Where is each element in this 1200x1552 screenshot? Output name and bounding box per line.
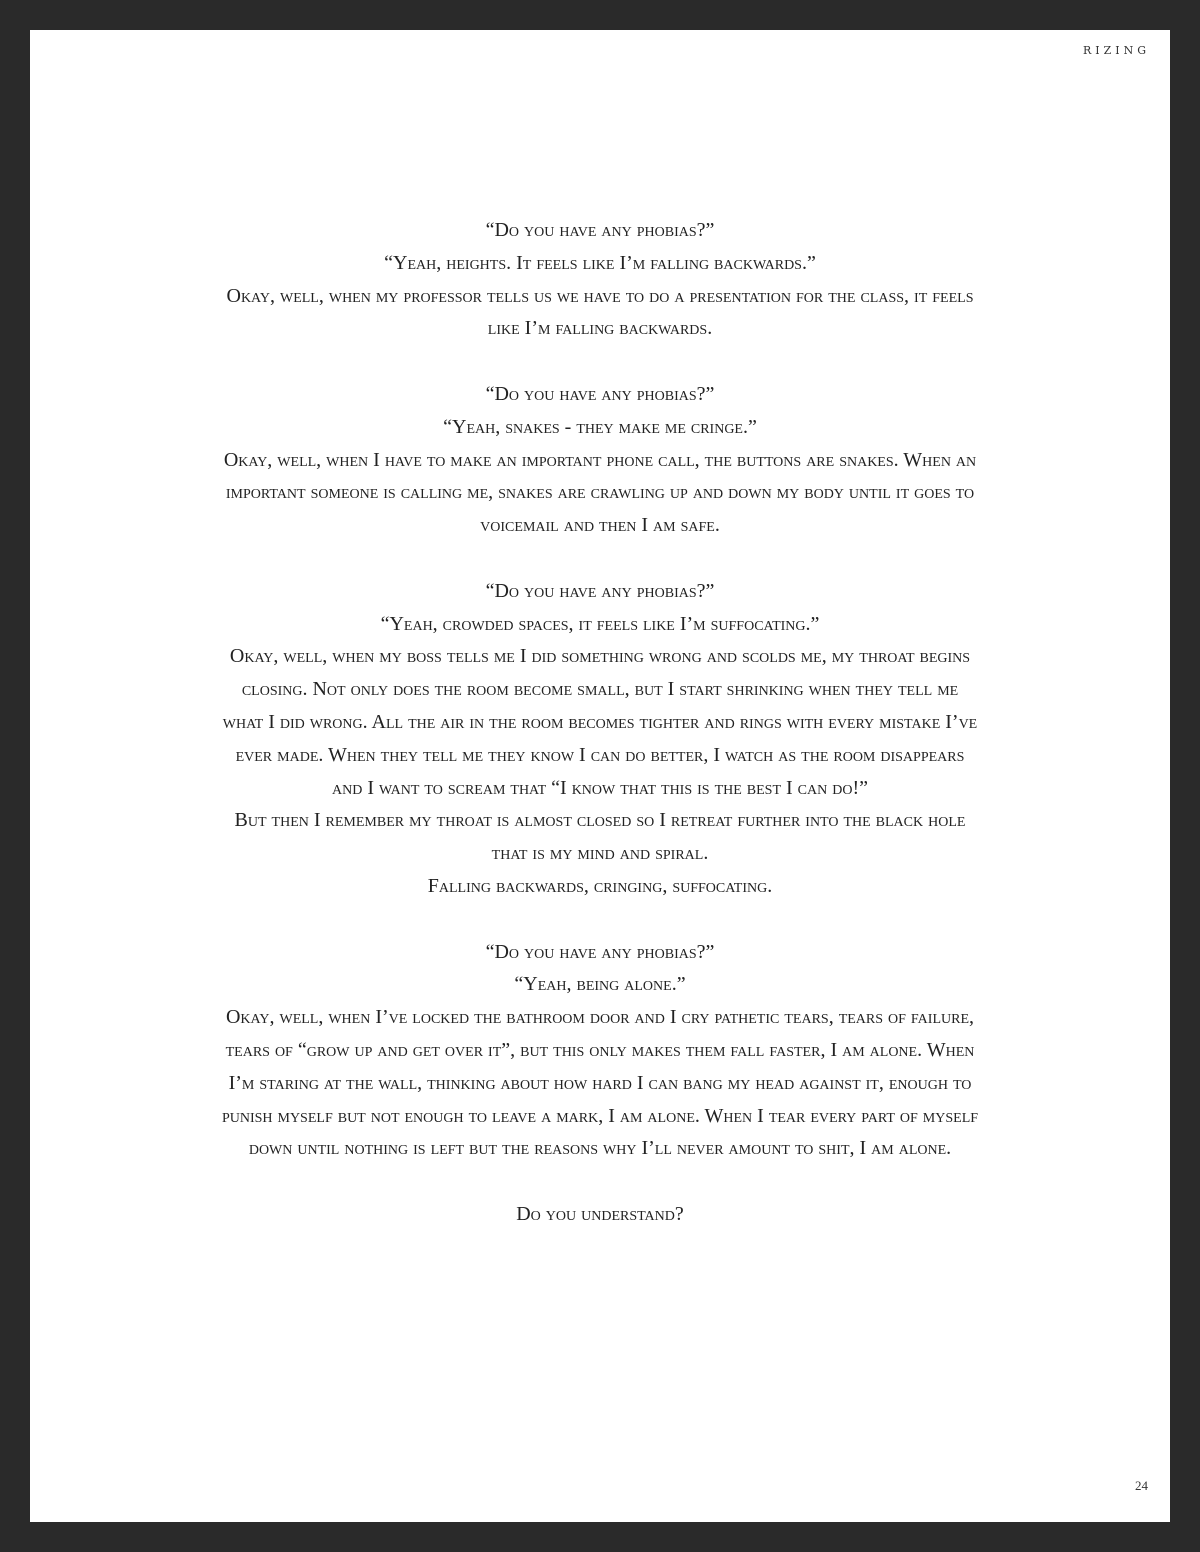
page-number: 24	[1135, 1478, 1148, 1493]
stanza-question: “Do you have any phobias?”	[485, 219, 715, 241]
stanza-being-alone	[220, 936, 980, 1166]
stanza-response: Okay, well, when my boss tells me I did something wrong and scolds me, my throat begins closing. Not only does the room become small, but I start shrinking when they tell me what I did wrong. All the air in the room becomes tighter and rings with every mistake I’ve ever made. When they tell me they know I can do better, I watch as the room disappears and I want to scream that “I know that this is the best I can do!”	[222, 645, 978, 799]
stanza-question: “Do you have any phobias?”	[485, 382, 715, 405]
stanza-continuation: But then I remember my throat is almost closed so I retreat further into the black hole that is my mind and spiral.	[234, 809, 966, 865]
stanza-crowded-spaces	[220, 575, 980, 903]
document-page	[30, 30, 1170, 1522]
stanza-answer: “Yeah, crowded spaces, it feels like I’m suffocating.”	[380, 612, 820, 635]
stanza-answer: “Yeah, being alone.”	[514, 973, 686, 996]
stanza-heights	[220, 214, 980, 345]
stanza-question: “Do you have any phobias?”	[485, 940, 715, 963]
stanza-question: “Do you have any phobias?”	[485, 579, 715, 602]
poem-body	[220, 214, 980, 1231]
stanza-snakes	[220, 378, 980, 542]
stanza-answer: “Yeah, snakes - they make me cringe.”	[443, 415, 757, 438]
running-header: RIZING	[1082, 44, 1150, 57]
stanza-response: Okay, well, when I’ve locked the bathroom door and I cry pathetic tears, tears of failure, tears of “grow up and get over it”, but this only makes them fall faster, I am alone. When I’m staring at the wall, thinking about how hard I can bang my head against it, enough to punish myself but not enough to leave a mark, I am alone. When I tear every part of myself down until nothing is left but the reasons why I’ll never amount to shit, I am alone.	[221, 1006, 979, 1160]
stanza-answer: “Yeah, heights. It feels like I’m falling backwards.”	[384, 251, 816, 274]
closing-line: Do you understand?	[516, 1202, 684, 1225]
stanza-response: Okay, well, when my professor tells us we have to do a presentation for the class, it feels like I’m falling backwards.	[226, 284, 974, 340]
stanza-summary: Falling backwards, cringing, suffocating.	[427, 874, 773, 897]
stanza-response: Okay, well, when I have to make an important phone call, the buttons are snakes. When an important someone is calling me, snakes are crawling up and down my body until it goes to voicemail and then I am safe.	[223, 448, 977, 537]
